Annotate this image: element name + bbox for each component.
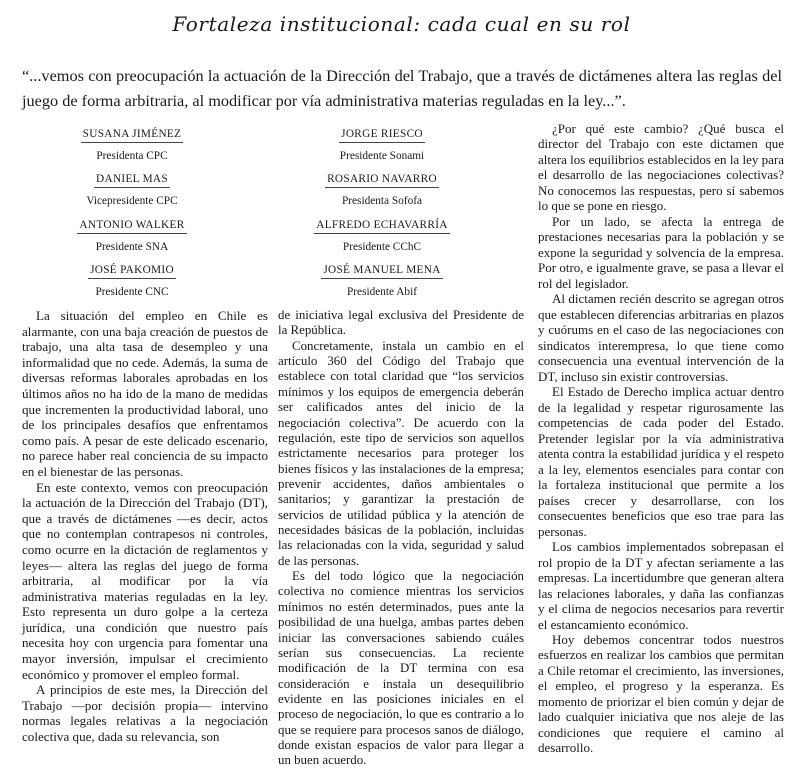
signatory-role: Vicepresidente CPC bbox=[86, 195, 178, 207]
paragraph: A principios de este mes, la Dirección del Trabajo —por decisión propia— intervino normas legales relativas a la negociación colectiva que, dada su relevancia, son bbox=[22, 682, 268, 745]
paragraph: Los cambios implementados sobrepasan el rol propio de la DT y afectan seriamente a las empresas. La incertidumbre que generan altera las relaciones laborales, y daña las confianzas y el clima de negocios necesarios para revertir el estancamiento económico. bbox=[538, 539, 784, 632]
text-column-2 bbox=[278, 308, 524, 769]
pull-quote: “...vemos con preocupación la actuación de la Dirección del Trabajo, que a través de dictámenes altera las reglas del juego de forma arbitraria, al modificar por vía administrativa materias reguladas en la ley...”. bbox=[22, 66, 782, 110]
signatory-name: JOSÉ MANUEL MENA bbox=[321, 262, 442, 279]
signatory bbox=[307, 171, 457, 209]
signatory-role: Presidente CNC bbox=[95, 286, 169, 298]
paragraph: Hoy debemos concentrar todos nuestros esfuerzos en realizar los cambios que permitan a Chile retomar el crecimiento, las inversiones, el empleo, el progreso y la esperanza. Es momento de priorizar el bien común y dejar de lado cualquier iniciativa que nos aleje de las condiciones que requiere el camino al desarrollo. bbox=[538, 631, 784, 756]
paragraph: Concretamente, instala un cambio en el artículo 360 del Código del Trabajo que establece con total claridad que “los servicios mínimos y los equipos de emergencia deberán ser calificados antes del inicio de la negociación colectiva”. De acuerdo con la regulación, este tipo de servicios son aquellos estrictamente necesarios para proteger los bienes físicos y las instalaciones de la empresa; prevenir accidentes, daños ambientales o sanitarios; y garantizar la prestación de servicios de utilidad pública y la atención de necesidades básicas de la población, incluidas las relacionadas con la vida, seguridad y salud de las personas. bbox=[278, 338, 524, 568]
paragraph: Es del todo lógico que la negociación colectiva no comience mientras los servicios mínimos no estén determinados, pues ante la posibilidad de una huelga, ambas partes deben iniciar las conversaciones sabiendo cuáles serían sus consecuencias. La reciente modificación de la DT termina con esa consideración e instala un desequilibrio evidente en las posiciones iniciales en el proceso de negociación, lo que es contrario a lo que se requiere para procesos sanos de diálogo, donde existan espacios de valor para llegar a un buen acuerdo. bbox=[278, 569, 524, 768]
signatory-name: ROSARIO NAVARRO bbox=[325, 171, 439, 188]
paragraph: El Estado de Derecho implica actuar dentro de la legalidad y respetar rigurosamente las competencias de cada poder del Estado. Pretender legislar por la vía administrativa atenta contra la estabilidad jurídica y el respeto a la ley, elementos esenciales para contar con la fortaleza institucional que permite a los países crecer y desarrollarse, con los consecuentes beneficios que eso trae para las personas. bbox=[538, 384, 784, 539]
text-column-1 bbox=[22, 308, 268, 745]
signatory bbox=[57, 217, 207, 255]
paragraph: Al dictamen recién descrito se agregan otros que establecen diferencias arbitrarias en plazos y cuórums en el caso de las negociaciones con sindicatos interempresa, lo que tiene como consecuencia una eventual intervención de la DT, incluso sin existir controversias. bbox=[538, 291, 784, 384]
signatory-role: Presidente CChC bbox=[342, 241, 422, 253]
paragraph: Por un lado, se afecta la entrega de prestaciones necesarias para la población y se expone la seguridad y solvencia de la empresa. Por otro, e igualmente grave, se pasa a llevar el rol del legislador. bbox=[538, 213, 784, 291]
signatory bbox=[307, 217, 457, 255]
signatory bbox=[57, 171, 207, 209]
signatory bbox=[57, 126, 207, 164]
signatory-name: ANTONIO WALKER bbox=[77, 217, 186, 234]
article-title: Fortaleza institucional: cada cual en su rol bbox=[172, 12, 631, 36]
signatory bbox=[57, 262, 207, 300]
paragraph: La situación del empleo en Chile es alarmante, con una baja creación de puestos de trabajo, una alta tasa de desempleo y una informalidad que no cede. Además, la suma de diversas reformas laborales aprobadas en los últimos años no ha ido de la mano de medidas que incrementen la productividad laboral, uno de los principales desafíos que enfrentamos como país. A pesar de este delicado escenario, no parece haber real conciencia de su impacto en el bienestar de las personas. bbox=[22, 308, 268, 479]
text-column-3 bbox=[538, 121, 784, 756]
paragraph: En este contexto, vemos con preocupación la actuación de la Dirección del Trabajo (DT), que a través de dictámenes —es decir, actos que no contemplan contrapesos ni controles, como ocurre en la dictación de reglamentos y leyes— altera las reglas del juego de forma arbitraria, al modificar por la vía administrativa materias reguladas en la ley. Esto representa un duro golpe a la certeza jurídica, una condición que nuestro país necesita hoy con urgencia para fomentar una mayor inversión, impulsar el crecimiento económico y promover el empleo formal. bbox=[22, 479, 268, 682]
paragraph: ¿Por qué este cambio? ¿Qué busca el director del Trabajo con este dictamen que altera los equilibrios establecidos en la ley para el desarrollo de las negociaciones colectivas? No conocemos las respuestas, pero sí sabemos lo que se pone en riesgo. bbox=[538, 121, 784, 214]
signatory bbox=[307, 262, 457, 300]
signatory-role: Presidente Abif bbox=[347, 286, 417, 298]
signatory-name: JORGE RIESCO bbox=[339, 126, 425, 143]
signatory-role: Presidente Sonami bbox=[339, 150, 425, 162]
signatory-name: DANIEL MAS bbox=[94, 171, 170, 188]
signatory-role: Presidenta CPC bbox=[96, 150, 168, 162]
paragraph: de iniciativa legal exclusiva del Presidente de la República. bbox=[278, 308, 524, 338]
signatory-name: SUSANA JIMÉNEZ bbox=[81, 126, 184, 143]
signatory-name: JOSÉ PAKOMIO bbox=[88, 262, 176, 279]
signatory-role: Presidenta Sofofa bbox=[342, 195, 422, 207]
signatory bbox=[307, 126, 457, 164]
signatory-role: Presidente SNA bbox=[95, 241, 169, 253]
signatory-name: ALFREDO ECHAVARRÍA bbox=[314, 217, 449, 234]
